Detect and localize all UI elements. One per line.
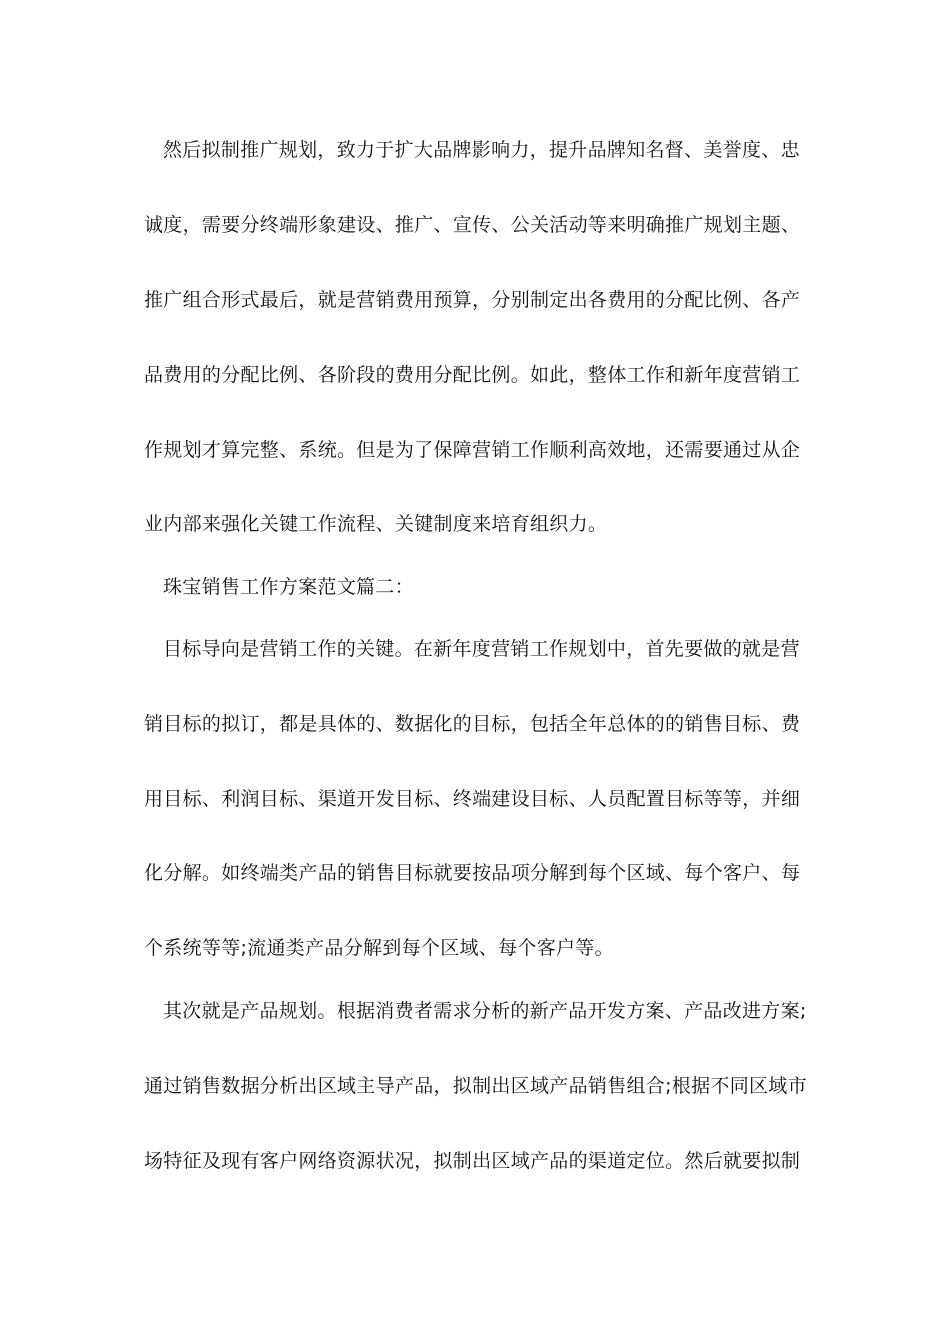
paragraph-1-line-6: 业内部来强化关键工作流程、关键制度来培育组织力。 bbox=[144, 513, 608, 535]
paragraph-1-line-1: 然后拟制推广规划，致力于扩大品牌影响力，提升品牌知名督、美誉度、忠 bbox=[163, 139, 800, 161]
paragraph-1-line-4: 品费用的分配比例、各阶段的费用分配比例。如此，整体工作和新年度营销工 bbox=[144, 364, 801, 386]
paragraph-1-line-5: 作规划才算完整、系统。但是为了保障营销工作顺利高效地，还需要通过从企 bbox=[144, 439, 801, 461]
paragraph-3-line-3: 场特征及现有客户网络资源状况，拟制出区域产品的渠道定位。然后就要拟制 bbox=[144, 1150, 801, 1172]
paragraph-3-line-2: 通过销售数据分析出区域主导产品，拟制出区域产品销售组合;根据不同区域市 bbox=[144, 1075, 807, 1097]
paragraph-1-line-2: 诚度，需要分终端形象建设、推广、宣传、公关活动等来明确推广规划主题、 bbox=[144, 214, 801, 236]
paragraph-2-line-4: 化分解。如终端类产品的销售目标就要按品项分解到每个区域、每个客户、每 bbox=[144, 862, 801, 884]
paragraph-3-line-1: 其次就是产品规划。根据消费者需求分析的新产品开发方案、产品改进方案; bbox=[163, 1000, 807, 1022]
paragraph-2-line-3: 用目标、利润目标、渠道开发目标、终端建设目标、人员配置目标等等，并细 bbox=[144, 788, 801, 810]
section-heading: 珠宝销售工作方案范文篇二： bbox=[163, 576, 414, 598]
paragraph-2-line-5: 个系统等等;流通类产品分解到每个区域、每个客户等。 bbox=[144, 937, 614, 959]
paragraph-2-line-1: 目标导向是营销工作的关键。在新年度营销工作规划中，首先要做的就是营 bbox=[163, 638, 800, 660]
paragraph-2-line-2: 销目标的拟订，都是具体的、数据化的目标，包括全年总体的的销售目标、费 bbox=[144, 713, 801, 735]
paragraph-1-line-3: 推广组合形式最后，就是营销费用预算，分别制定出各费用的分配比例、各产 bbox=[144, 289, 801, 311]
